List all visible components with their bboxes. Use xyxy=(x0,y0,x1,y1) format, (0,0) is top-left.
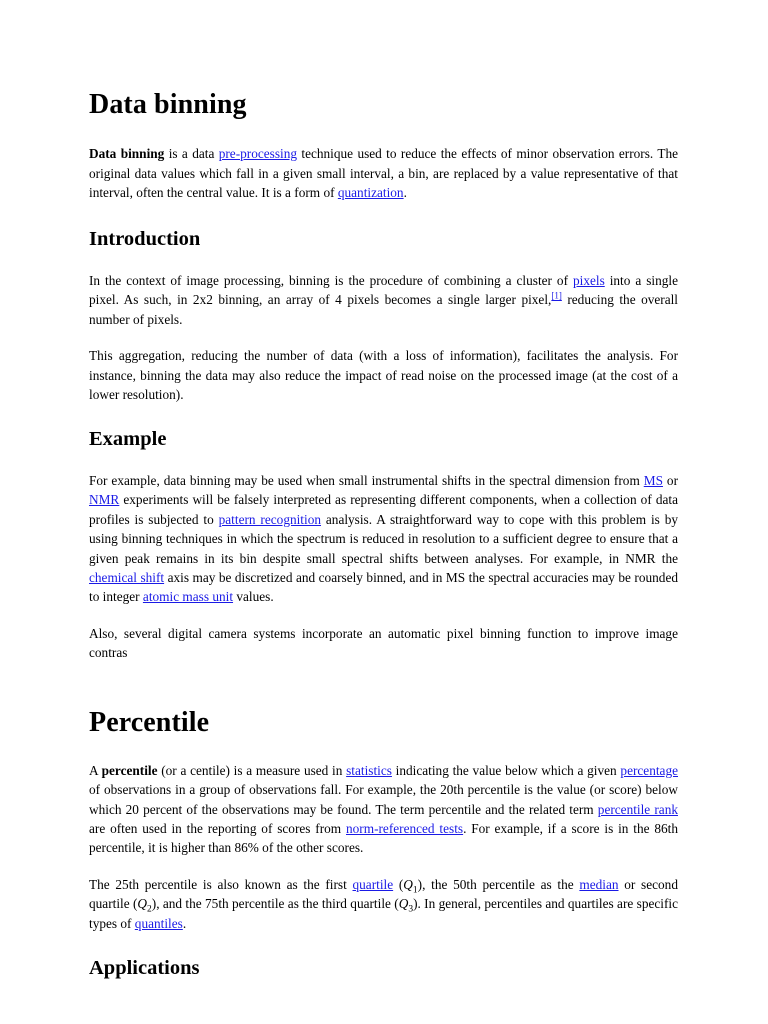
quartile-text-part-2: ( xyxy=(393,876,404,892)
percentile-text-part-4: of observations in a group of observations fall. For example, the 20th percentile is the value (or score) below which 20 percent of the observations may be found. The term percentile and the related term xyxy=(89,782,678,817)
quartile-text-part-5: ), and the 75th percentile as the third quartile ( xyxy=(151,896,399,912)
example-paragraph-1 xyxy=(89,471,678,607)
link-nmr[interactable]: NMR xyxy=(89,492,120,508)
percentile-text-part-1: A xyxy=(89,762,102,778)
citation-link-1[interactable]: [1] xyxy=(551,290,562,301)
subscript-q3: 3 xyxy=(408,904,414,915)
citation-reference-1[interactable] xyxy=(551,291,562,301)
intro-text-part-2: into a single pixel. As such, in 2x2 binning, an array of 4 pixels becomes a single larger pixel, xyxy=(89,272,678,308)
intro-text-part-3: reducing the overall number of pixels. xyxy=(89,292,678,327)
quartile-text-part-7: . xyxy=(182,915,187,931)
link-pixels[interactable]: pixels xyxy=(572,272,605,288)
link-norm-referenced-tests[interactable]: norm-referenced tests xyxy=(346,821,464,837)
intro-text-part-1: In the context of image processing, binning is the procedure of combining a cluster of xyxy=(89,272,573,288)
lead-text-part-2: technique used to reduce the effects of minor observation errors. The original data values which fall in a given small interval, a bin, are replaced by a value representative of that interval, often the central value. It is a form of xyxy=(89,146,678,200)
symbol-q3: Q xyxy=(398,896,409,912)
section-heading-applications: Applications xyxy=(89,957,200,980)
link-ms[interactable]: MS xyxy=(643,472,663,488)
quartile-text-part-6: ). In general, percentiles and quartiles are specific types of xyxy=(89,896,678,931)
section-heading-introduction: Introduction xyxy=(89,228,201,251)
quartile-text-part-3: ), the 50th percentile as the xyxy=(417,876,580,892)
percentile-text-part-3: indicating the value below which a given xyxy=(391,762,621,778)
link-median[interactable]: median xyxy=(579,876,619,892)
link-atomic-mass-unit[interactable]: atomic mass unit xyxy=(142,589,234,605)
link-chemical-shift[interactable]: chemical shift xyxy=(89,570,165,585)
introduction-paragraph-1 xyxy=(89,271,678,329)
page-title-percentile: Percentile xyxy=(89,706,210,738)
percentile-paragraph-1 xyxy=(89,761,678,858)
example-text-part-2: or xyxy=(662,472,678,488)
percentile-text-part-5: are often used in the reporting of scores from xyxy=(89,821,346,837)
symbol-q2: Q xyxy=(137,896,148,912)
example-text-part-3: experiments will be falsely interpreted as representing different components, when a collection of data profiles is subjected to xyxy=(89,492,678,527)
lead-text-part-3: . xyxy=(403,185,407,200)
link-pre-processing[interactable]: pre-processing xyxy=(218,146,298,162)
percentile-bold-term: percentile xyxy=(101,762,158,778)
example-text-part-4: analysis. A straightforward way to cope with this problem is by using binning techniques in which the spectrum is reduced in resolution to a sufficient degree to ensure that a given peak remains in its bin despite small spectral shifts between analyses. For example, in NMR the xyxy=(89,511,678,566)
lead-bold-term: Data binning xyxy=(89,146,165,162)
introduction-paragraph-2: This aggregation, reducing the number of data (with a loss of information), facilitates the analysis. For instance, binning the data may also reduce the impact of read noise on the processed image (at the cost of a lower resolution). xyxy=(89,348,678,402)
link-percentage[interactable]: percentage xyxy=(620,762,678,778)
symbol-q1: Q xyxy=(403,876,413,892)
link-quantization[interactable]: quantization xyxy=(337,185,404,200)
percentile-text-part-6: . For example, if a score is in the 86th percentile, it is higher than 86% of the other scores. xyxy=(89,821,678,856)
link-quartile[interactable]: quartile xyxy=(352,876,394,892)
link-percentile-rank[interactable]: percentile rank xyxy=(597,801,678,817)
example-text-part-5: axis may be discretized and coarsely binned, and in MS the spectral accuracies may be rounded to integer xyxy=(89,570,678,605)
example-text-part-6: values. xyxy=(233,589,274,605)
section-heading-example: Example xyxy=(89,428,167,451)
subscript-q2: 2 xyxy=(147,904,152,915)
subscript-q1: 1 xyxy=(412,885,418,896)
quartile-text-part-1: The 25th percentile is also known as the first xyxy=(89,876,353,892)
percentile-text-part-2: (or a centile) is a measure used in xyxy=(157,762,347,778)
link-statistics[interactable]: statistics xyxy=(346,762,392,778)
example-paragraph-2: Also, several digital camera systems incorporate an automatic pixel binning function to improve image contras xyxy=(89,625,678,661)
page-title-data-binning: Data binning xyxy=(89,89,247,120)
quartile-text-part-4: or second quartile ( xyxy=(89,876,678,912)
link-quantiles[interactable]: quantiles xyxy=(134,915,183,931)
lead-text-part-1: is a data xyxy=(164,146,219,162)
percentile-paragraph-2 xyxy=(89,875,678,933)
link-pattern-recognition[interactable]: pattern recognition xyxy=(218,511,321,527)
lead-paragraph-data-binning xyxy=(89,144,678,202)
example-text-part-1: For example, data binning may be used when small instrumental shifts in the spectral dimension from xyxy=(89,472,644,488)
